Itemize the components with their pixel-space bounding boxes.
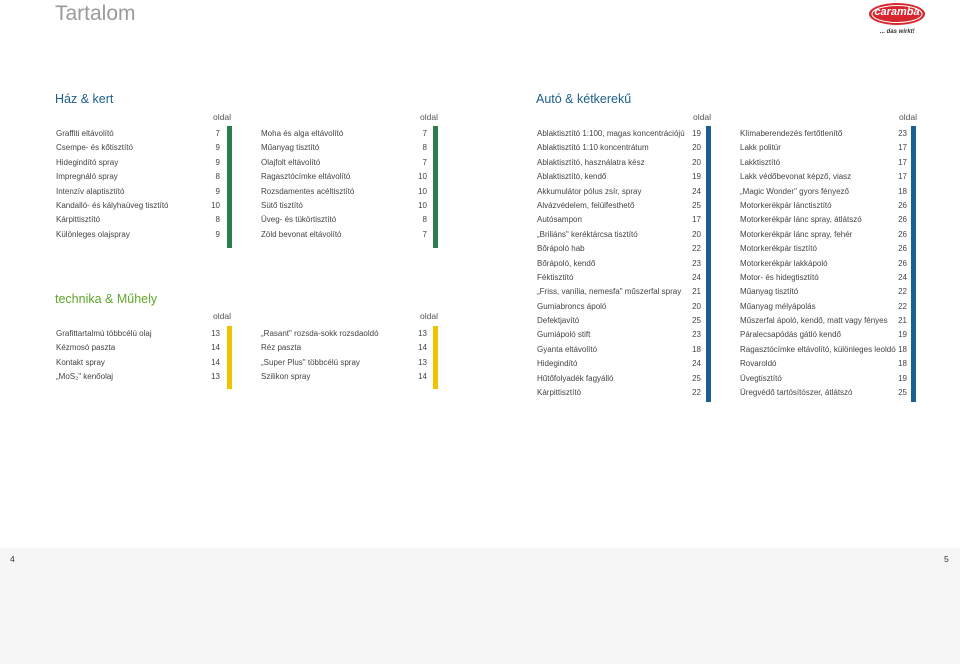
list-item: Graffiti eltávolító 7 xyxy=(56,129,220,138)
list-item: Motorkerékpár lánc spray, átlátszó 26 xyxy=(740,215,907,225)
list-item: Gumiabroncs ápoló 20 xyxy=(537,301,701,311)
list-item: „Briliáns" keréktárcsa tisztító 20 xyxy=(537,229,701,239)
list-item: Lakk védőbevonat képző, viasz 17 xyxy=(740,172,907,182)
list-item: Üveg- és tükörtisztító 8 xyxy=(261,215,427,225)
tagline: ... das wirkt! xyxy=(880,29,915,35)
technika-right-list xyxy=(261,327,431,385)
list-item: Ablaktisztító, használatra kész 20 xyxy=(537,157,701,167)
oldal-label: oldal xyxy=(899,112,917,122)
list-item: Moha és alga eltávolító 7 xyxy=(261,129,427,138)
list-item: Autósampon 17 xyxy=(537,215,701,225)
haz-kert-right-list xyxy=(261,127,431,242)
list-item: Rovaroldó 18 xyxy=(740,359,907,369)
section-title-auto: Autó & kétkerekű xyxy=(536,92,632,106)
technika-left-list xyxy=(56,327,224,385)
list-item: Szilikon spray 14 xyxy=(261,372,427,382)
list-item: Kézmosó paszta 14 xyxy=(56,343,220,353)
list-item: Grafittartalmú többcélú olaj 13 xyxy=(56,329,220,338)
oldal-label: oldal xyxy=(693,112,711,122)
auto-right-list xyxy=(740,127,910,400)
list-item: Bőrápoló, kendő 23 xyxy=(537,258,701,268)
list-item: Hűtőfolyadék fagyálló 25 xyxy=(537,373,701,383)
list-item: Kárpittisztító 8 xyxy=(56,215,220,225)
section-bar-blue xyxy=(911,126,916,402)
page-number-right: 5 xyxy=(944,554,949,564)
section-bar-yellow xyxy=(433,326,438,389)
list-item: Különleges olajspray 9 xyxy=(56,229,220,239)
list-item: Hidegindító spray 9 xyxy=(56,157,220,167)
list-item: Sütő tisztító 10 xyxy=(261,200,427,210)
list-item: Ablaktisztító 1:100, magas koncentrációjú 19 xyxy=(537,129,701,138)
section-bar-yellow xyxy=(227,326,232,389)
list-item: „Super Plus" többcélú spray 13 xyxy=(261,357,427,367)
list-item: Impregnáló spray 8 xyxy=(56,172,220,182)
list-item: „Magic Wonder" gyors fényező 18 xyxy=(740,186,907,196)
list-item: Gumiápoló stift 23 xyxy=(537,330,701,340)
list-item: Réz paszta 14 xyxy=(261,343,427,353)
list-item: Motorkerékpár lánc spray, fehér 26 xyxy=(740,229,907,239)
list-item: Lakk politúr 17 xyxy=(740,143,907,153)
list-item: „Friss, vanília, nemesfa" műszerfal spray 21 xyxy=(537,287,701,297)
list-item: Motorkerékpár tisztító 26 xyxy=(740,244,907,254)
list-item: Ablaktisztító 1:10 koncentrátum 20 xyxy=(537,143,701,153)
list-item: Ragasztócímke eltávolító 10 xyxy=(261,172,427,182)
list-item: Kárpittisztító 22 xyxy=(537,388,701,398)
list-item: Ablaktisztító, kendő 19 xyxy=(537,172,701,182)
page-number-left: 4 xyxy=(10,554,15,564)
list-item: Motorkerékpár lakkápoló 26 xyxy=(740,258,907,268)
list-item: Intenzív alaptisztító 9 xyxy=(56,186,220,196)
list-item: Rozsdamentes acéltisztító 10 xyxy=(261,186,427,196)
list-item: Lakktisztító 17 xyxy=(740,157,907,167)
list-item: Műanyag mélyápolás 22 xyxy=(740,301,907,311)
footer-band xyxy=(0,548,960,664)
list-item: Alvázvédelem, felülfesthető 25 xyxy=(537,200,701,210)
auto-left-list xyxy=(537,127,705,400)
list-item: Műszerfal ápoló, kendő, matt vagy fényes 21 xyxy=(740,316,907,326)
list-item: Akkumulátor pólus zsír, spray 24 xyxy=(537,186,701,196)
list-item: Motorkerékpár lánctisztító 26 xyxy=(740,200,907,210)
list-item: Műanyag tisztító 8 xyxy=(261,143,427,153)
section-bar-green xyxy=(227,126,232,248)
list-item: Üvegtisztító 19 xyxy=(740,373,907,383)
list-item: Olajfolt eltávolító 7 xyxy=(261,157,427,167)
list-item: „Rasant" rozsda-sokk rozsdaoldó 13 xyxy=(261,329,427,338)
list-item: Féktisztító 24 xyxy=(537,272,701,282)
page-title: Tartalom xyxy=(55,2,136,25)
list-item: Kandalló- és kályhaüveg tisztító 10 xyxy=(56,200,220,210)
list-item: Motor- és hidegtisztító 24 xyxy=(740,272,907,282)
list-item: Műanyag tisztító 22 xyxy=(740,287,907,297)
list-item: Defektjavító 25 xyxy=(537,316,701,326)
list-item: Klímaberendezés fertőtlenítő 23 xyxy=(740,129,907,138)
oldal-label: oldal xyxy=(213,112,231,122)
oldal-label: oldal xyxy=(213,311,231,321)
section-title-technika: technika & Műhely xyxy=(55,292,158,306)
list-item: Csempe- és kőtisztító 9 xyxy=(56,143,220,153)
list-item: Hidegindító 24 xyxy=(537,359,701,369)
list-item: Ragasztócímke eltávolító, különleges leoldó 18 xyxy=(740,344,907,354)
list-item: Kontakt spray 14 xyxy=(56,357,220,367)
list-item: Üregvédő tartósítószer, átlátszó 25 xyxy=(740,388,907,398)
section-bar-blue xyxy=(706,126,711,402)
list-item: Zöld bevonat eltávolító 7 xyxy=(261,229,427,239)
list-item: Páralecsapódás gátló kendő 19 xyxy=(740,330,907,340)
haz-kert-left-list xyxy=(56,127,224,242)
list-item: „MoS₂" kenőolaj 13 xyxy=(56,372,220,382)
list-item: Gyanta eltávolító 18 xyxy=(537,344,701,354)
logo-text: caramba xyxy=(874,6,920,18)
section-title-haz-kert: Ház & kert xyxy=(55,92,114,106)
section-bar-green xyxy=(433,126,438,248)
list-item: Bőrápoló hab 22 xyxy=(537,244,701,254)
oldal-label: oldal xyxy=(420,311,438,321)
oldal-label: oldal xyxy=(420,112,438,122)
